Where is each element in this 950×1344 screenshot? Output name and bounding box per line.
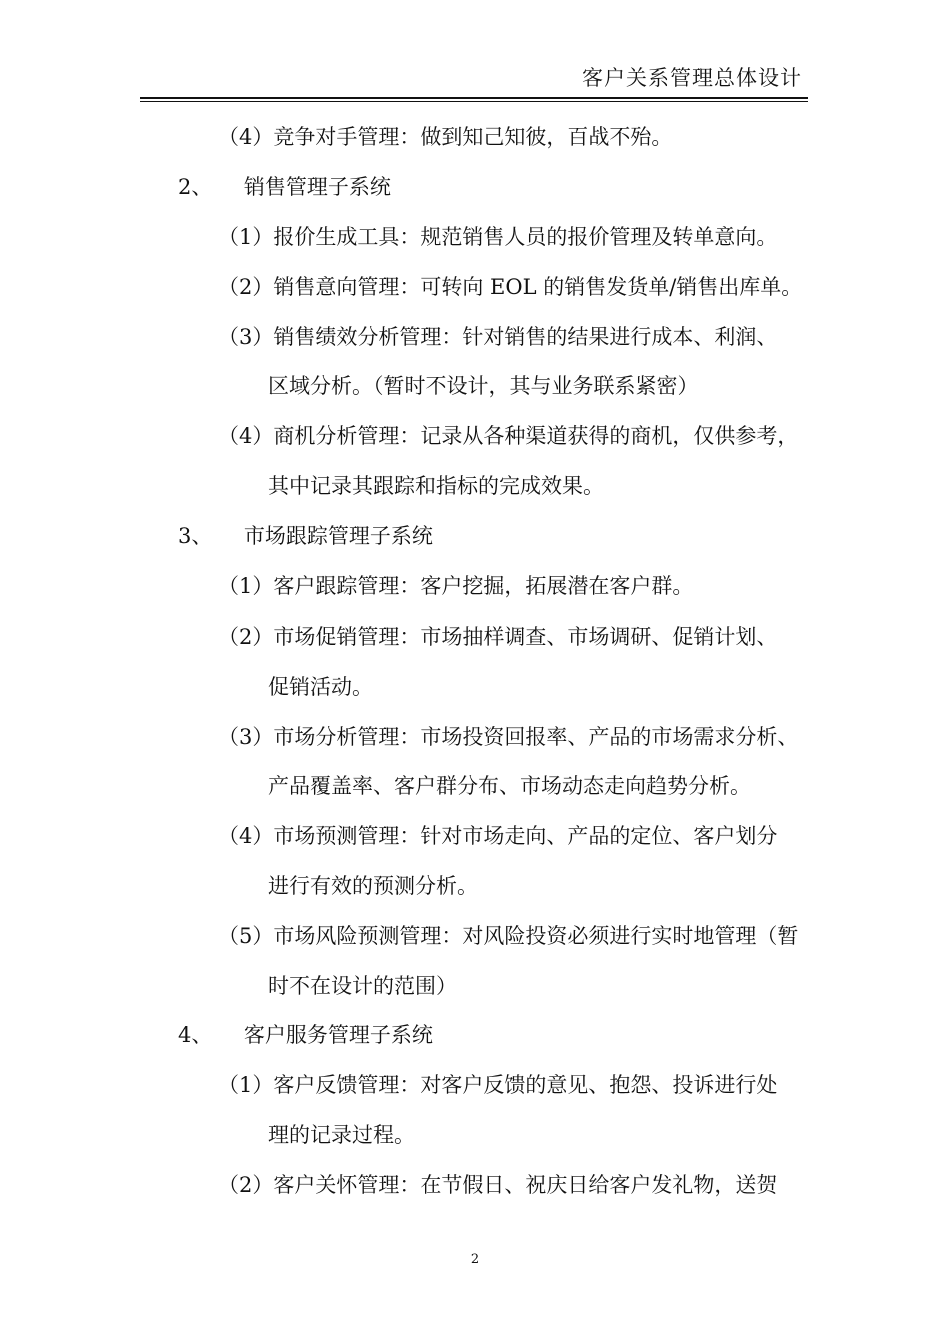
item-3-sales-performance: （3）销售绩效分析管理：针对销售的结果进行成本、利润、 <box>218 325 778 349</box>
item-1-customer-tracking: （1）客户跟踪管理：客户挖掘，拓展潜在客户群。 <box>218 574 694 598</box>
section-4-heading: 4、 客户服务管理子系统 <box>178 1023 433 1047</box>
item-4-market-forecast: （4）市场预测管理：针对市场走向、产品的定位、客户划分 <box>218 824 778 848</box>
item-4-opportunity: （4）商机分析管理：记录从各种渠道获得的商机，仅供参考， <box>218 424 799 448</box>
item-1-quote-tool: （1）报价生成工具：规范销售人员的报价管理及转单意向。 <box>218 225 778 249</box>
item-5-risk-forecast: （5）市场风险预测管理：对风险投资必须进行实时地管理（暂 <box>218 924 799 948</box>
item-2-continuation: 促销活动。 <box>268 675 373 699</box>
page-number: 2 <box>470 1252 480 1267</box>
item-1-feedback-continuation: 理的记录过程。 <box>268 1123 415 1147</box>
item-5-continuation: 时不在设计的范围） <box>268 974 457 998</box>
item-2-sales-intent: （2）销售意向管理：可转向 EOL 的销售发货单/销售出库单。 <box>218 275 803 299</box>
item-2-customer-care: （2）客户关怀管理：在节假日、祝庆日给客户发礼物，送贺 <box>218 1173 778 1197</box>
section-3-heading: 3、 市场跟踪管理子系统 <box>178 524 433 548</box>
item-3-market-continuation: 产品覆盖率、客户群分布、市场动态走向趋势分析。 <box>268 774 751 798</box>
header-rule-thin <box>140 101 808 102</box>
item-3-continuation: 区域分析。（暂时不设计，其与业务联系紧密） <box>268 374 699 398</box>
item-3-market-analysis: （3）市场分析管理：市场投资回报率、产品的市场需求分析、 <box>218 725 799 749</box>
item-4-continuation: 其中记录其跟踪和指标的完成效果。 <box>268 474 604 498</box>
item-2-promotion: （2）市场促销管理：市场抽样调查、市场调研、促销计划、 <box>218 625 778 649</box>
item-4-competitor: （4）竞争对手管理：做到知己知彼，百战不殆。 <box>218 125 673 149</box>
item-4-forecast-continuation: 进行有效的预测分析。 <box>268 874 478 898</box>
header-title: 客户关系管理总体设计 <box>582 66 802 90</box>
header-rule <box>140 97 808 99</box>
section-2-heading: 2、 销售管理子系统 <box>178 175 391 199</box>
item-1-feedback: （1）客户反馈管理：对客户反馈的意见、抱怨、投诉进行处 <box>218 1073 778 1097</box>
